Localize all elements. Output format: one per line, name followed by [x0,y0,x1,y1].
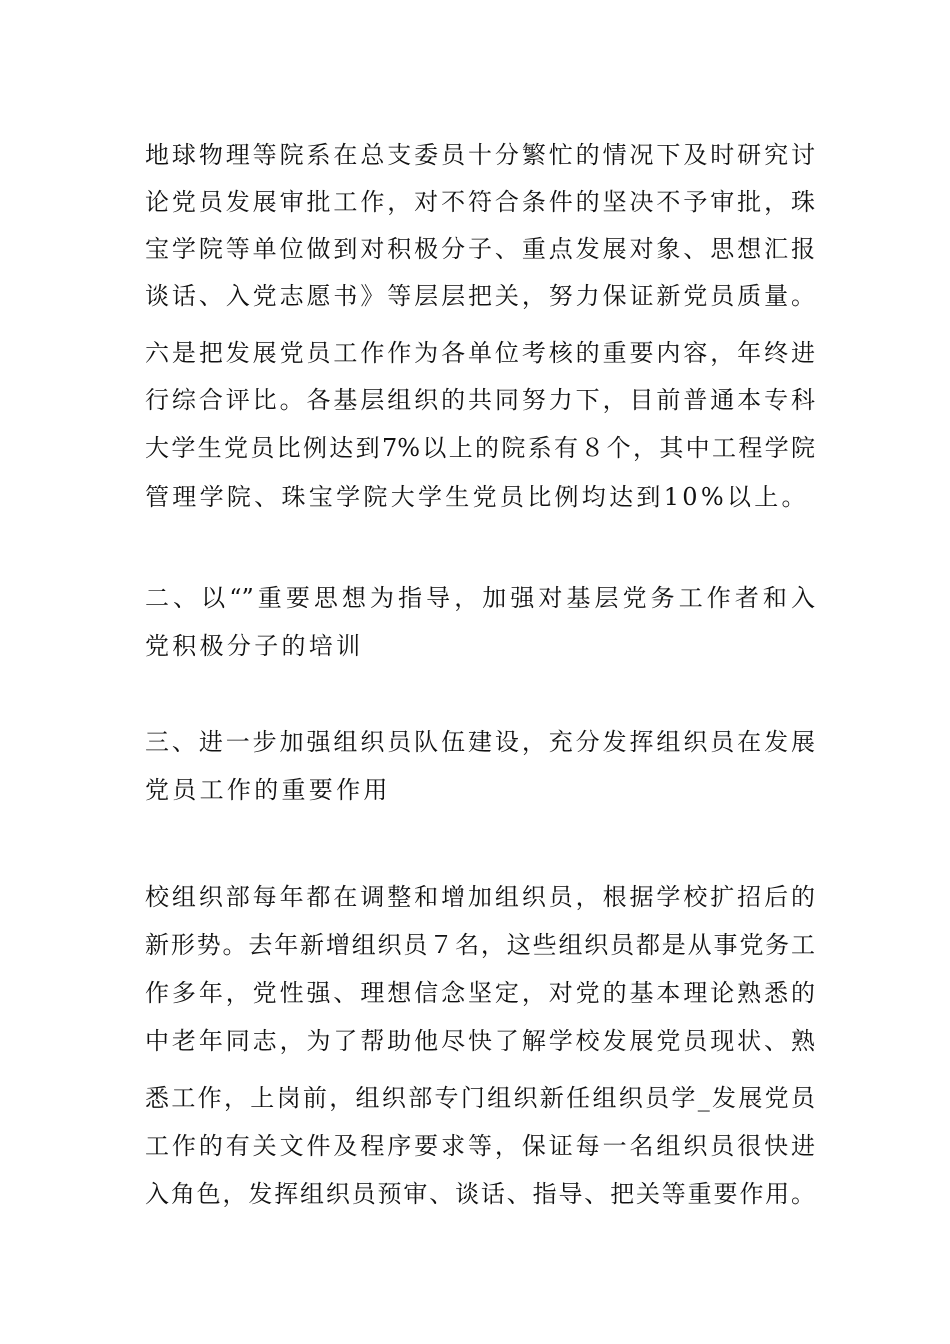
paragraph-line: 校组织部每年都在调整和增加组织员，根据学校扩招后的 [145,883,815,911]
section-heading-line: 党员工作的重要作用 [145,776,391,804]
paragraph-line: 入角色，发挥组织员预审、谈话、指导、把关等重要作用。 [145,1180,815,1208]
paragraph-line: 地球物理等院系在总支委员十分繁忙的情况下及时研究讨 [145,141,815,169]
paragraph-line: 谈话、入党志愿书》等层层把关，努力保证新党员质量。 [145,282,815,310]
paragraph-line: 宝学院等单位做到对积极分子、重点发展对象、思想汇报 [145,235,815,263]
paragraph-line: 行综合评比。各基层组织的共同努力下，目前普通本专科 [145,386,815,414]
paragraph-line: 作多年，党性强、理想信念坚定，对党的基本理论熟悉的 [145,979,815,1007]
paragraph-line: 管理学院、珠宝学院大学生党员比例均达到10%以上。 [145,483,809,511]
section-heading-line: 党积极分子的培训 [145,632,364,660]
paragraph-line: 论党员发展审批工作，对不符合条件的坚决不予审批，珠 [145,188,815,216]
section-heading-line: 二、以“”重要思想为指导，加强对基层党务工作者和入 [145,584,815,612]
paragraph-line: 大学生党员比例达到7%以上的院系有８个，其中工程学院 [145,434,815,462]
section-heading-line: 三、进一步加强组织员队伍建设，充分发挥组织员在发展 [145,728,815,756]
paragraph-line: 中老年同志，为了帮助他尽快了解学校发展党员现状、熟 [145,1027,815,1055]
paragraph-line: 新形势。去年新增组织员７名，这些组织员都是从事党务工 [145,931,815,959]
paragraph-line: 悉工作，上岗前，组织部专门组织新任组织员学_发展党员 [145,1084,815,1112]
paragraph-line: 六是把发展党员工作作为各单位考核的重要内容，年终进 [145,339,815,367]
paragraph-line: 工作的有关文件及程序要求等，保证每一名组织员很快进 [145,1132,815,1160]
